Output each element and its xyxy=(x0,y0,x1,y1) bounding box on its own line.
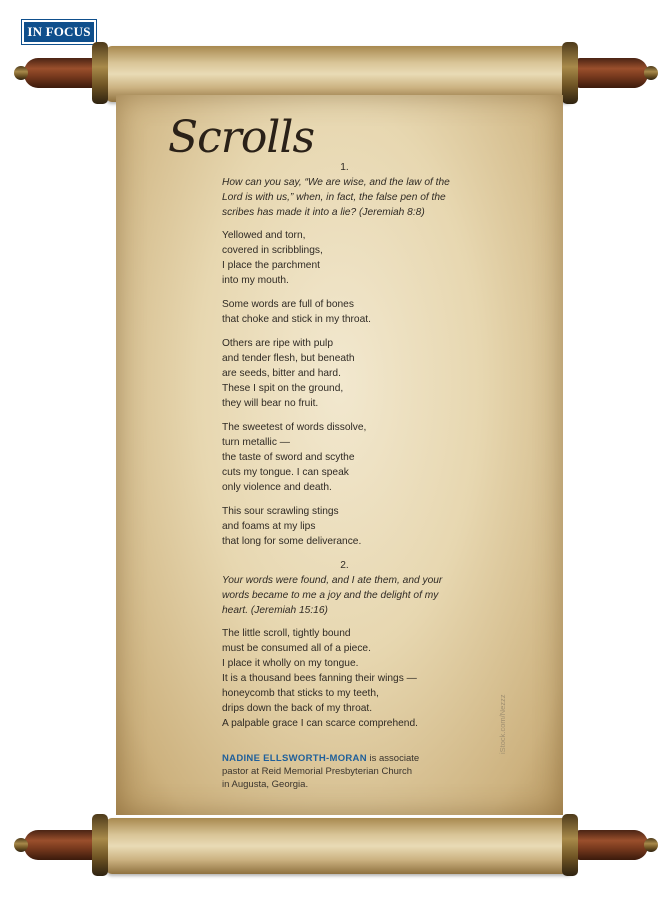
stanza xyxy=(222,297,467,327)
poem-line: Others are ripe with pulp xyxy=(222,338,333,349)
photo-credit: iStock.com/Nezzz xyxy=(498,694,507,754)
poem-line: The sweetest of words dissolve, xyxy=(222,422,367,433)
scroll-ring-bottom-right xyxy=(562,814,578,876)
section-1-epigraph xyxy=(222,175,467,220)
scroll-handle-bottom-right xyxy=(576,830,648,860)
scroll-cap-bottom-right xyxy=(644,838,658,852)
poem-line: they will bear no fruit. xyxy=(222,398,319,409)
scroll-top-roll xyxy=(106,46,574,102)
poem-line: covered in scribblings, xyxy=(222,245,323,256)
poem-line: Some words are full of bones xyxy=(222,299,354,310)
scroll-cap-top-right xyxy=(644,66,658,80)
poem-line: drips down the back of my throat. xyxy=(222,703,373,714)
poem-line: A palpable grace I can scarce comprehend. xyxy=(222,718,418,729)
epigraph-line: How can you say, “We are wise, and the law of the xyxy=(222,177,450,188)
epigraph-line: heart. (Jeremiah 15:16) xyxy=(222,605,328,616)
scroll-bottom-roll xyxy=(106,818,574,874)
stanza xyxy=(222,228,467,288)
poem-title: Scrolls xyxy=(168,112,315,163)
poem-line: that long for some deliverance. xyxy=(222,536,362,547)
epigraph-line: Lord is with us,” when, in fact, the false pen of the xyxy=(222,192,446,203)
author-name: NADINE ELLSWORTH-MORAN xyxy=(222,753,367,764)
poem-line: It is a thousand bees fanning their wings — xyxy=(222,673,417,684)
poem-line: that choke and stick in my throat. xyxy=(222,314,371,325)
poem-line: cuts my tongue. I can speak xyxy=(222,467,349,478)
poem-line: are seeds, bitter and hard. xyxy=(222,368,341,379)
epigraph-line: Your words were found, and I ate them, and your xyxy=(222,575,443,586)
poem-line: and foams at my lips xyxy=(222,521,316,532)
poem-line: into my mouth. xyxy=(222,275,289,286)
poem-line: honeycomb that sticks to my teeth, xyxy=(222,688,379,699)
in-focus-badge: IN FOCUS xyxy=(22,20,96,44)
poem-line: These I spit on the ground, xyxy=(222,383,344,394)
stanza xyxy=(222,420,467,495)
poem-line: Yellowed and torn, xyxy=(222,230,306,241)
poem-line: I place the parchment xyxy=(222,260,320,271)
bio-text: in Augusta, Georgia. xyxy=(222,779,309,790)
scroll-ring-bottom-left xyxy=(92,814,108,876)
poem-line: the taste of sword and scythe xyxy=(222,452,355,463)
author-bio xyxy=(222,752,452,791)
poem-line: only violence and death. xyxy=(222,482,332,493)
poem-line: This sour scrawling stings xyxy=(222,506,339,517)
epigraph-line: scribes has made it into a lie? (Jeremiah 8:8) xyxy=(222,207,425,218)
stanza xyxy=(222,504,467,549)
section-2-numeral: 2. xyxy=(340,560,349,571)
poem-line: The little scroll, tightly bound xyxy=(222,628,351,639)
poem-line: turn metallic — xyxy=(222,437,290,448)
stanza xyxy=(222,336,467,411)
section-2-epigraph xyxy=(222,573,467,618)
scroll-cap-top-left xyxy=(14,66,28,80)
poem-line: must be consumed all of a piece. xyxy=(222,643,371,654)
stanza xyxy=(222,626,467,731)
scroll-cap-bottom-left xyxy=(14,838,28,852)
poem-body xyxy=(222,160,467,740)
poem-line: and tender flesh, but beneath xyxy=(222,353,355,364)
section-1-numeral: 1. xyxy=(340,162,349,173)
epigraph-line: words became to me a joy and the delight of my xyxy=(222,590,439,601)
scroll-ring-top-right xyxy=(562,42,578,104)
scroll-handle-bottom-left xyxy=(24,830,96,860)
scroll-handle-top-left xyxy=(24,58,96,88)
bio-text: is associate xyxy=(366,753,420,764)
bio-text: pastor at Reid Memorial Presbyterian Church xyxy=(222,766,413,777)
scroll-ring-top-left xyxy=(92,42,108,104)
scroll-handle-top-right xyxy=(576,58,648,88)
poem-line: I place it wholly on my tongue. xyxy=(222,658,359,669)
